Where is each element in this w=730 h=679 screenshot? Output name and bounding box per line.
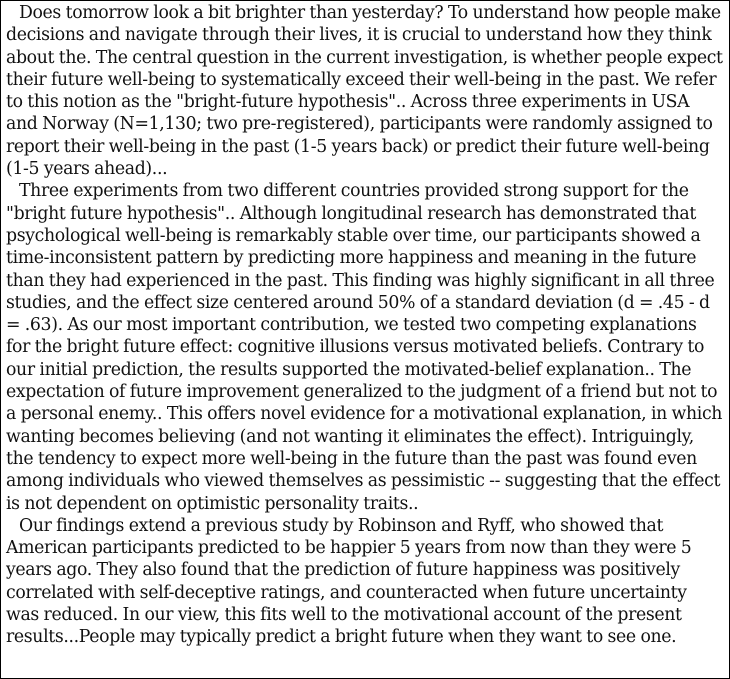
paragraph-discussion: Our findings extend a previous study by Robinson and Ryff, who showed that American participants predicted to be happier 5 years from now than they were 5 years ago. They also found that the prediction of future happiness was positively correlated with self-deceptive ratings, and counteracted when future uncertainty was reduced. In our view, this fits well to the motivational account of the present results...People may typically predict a bright future when they want to see one. <box>6 515 692 648</box>
paragraph-results: Three experiments from two different countries provided strong support for the "bright future hypothesis".. Although longitudinal research has demonstrated that psychological well-being is remarkably stable over time, our participants showed a time-inconsistent pattern by predicting more happiness and meaning in the future than they had experienced in the past. This finding was highly significant in all three studies, and the effect size centered around 50% of a standard deviation (d = .45 - d = .63). As our most important contribution, we tested two competing explanations for the bright future effect: cognitive illusions versus motivated beliefs. Contrary to our initial prediction, the results supported the motivated-belief explanation.. The expectation of future improvement generalized to the judgment of a friend but not to a personal enemy.. This offers novel evidence for a motivational explanation, in which wanting becomes believing (and not wanting it eliminates the effect). Intriguingly, the tendency to expect more well-being in the future than the past was found even among individuals who viewed themselves as pessimistic -- suggesting that the effect is not dependent on optimistic personality traits.. <box>6 181 723 514</box>
document-text <box>6 2 724 649</box>
paragraph-intro: Does tomorrow look a bit brighter than yesterday? To understand how people make decisions and navigate through their lives, it is crucial to understand how they think about the. The central question in the current investigation, is whether people expect their future well-being to systematically exceed their well-being in the past. We refer to this notion as the "bright-future hypothesis".. Across three experiments in USA and Norway (N=1,130; two pre-registered), participants were randomly assigned to report their well-being in the past (1-5 years back) or predict their future well-being (1-5 years ahead)... <box>6 3 723 180</box>
